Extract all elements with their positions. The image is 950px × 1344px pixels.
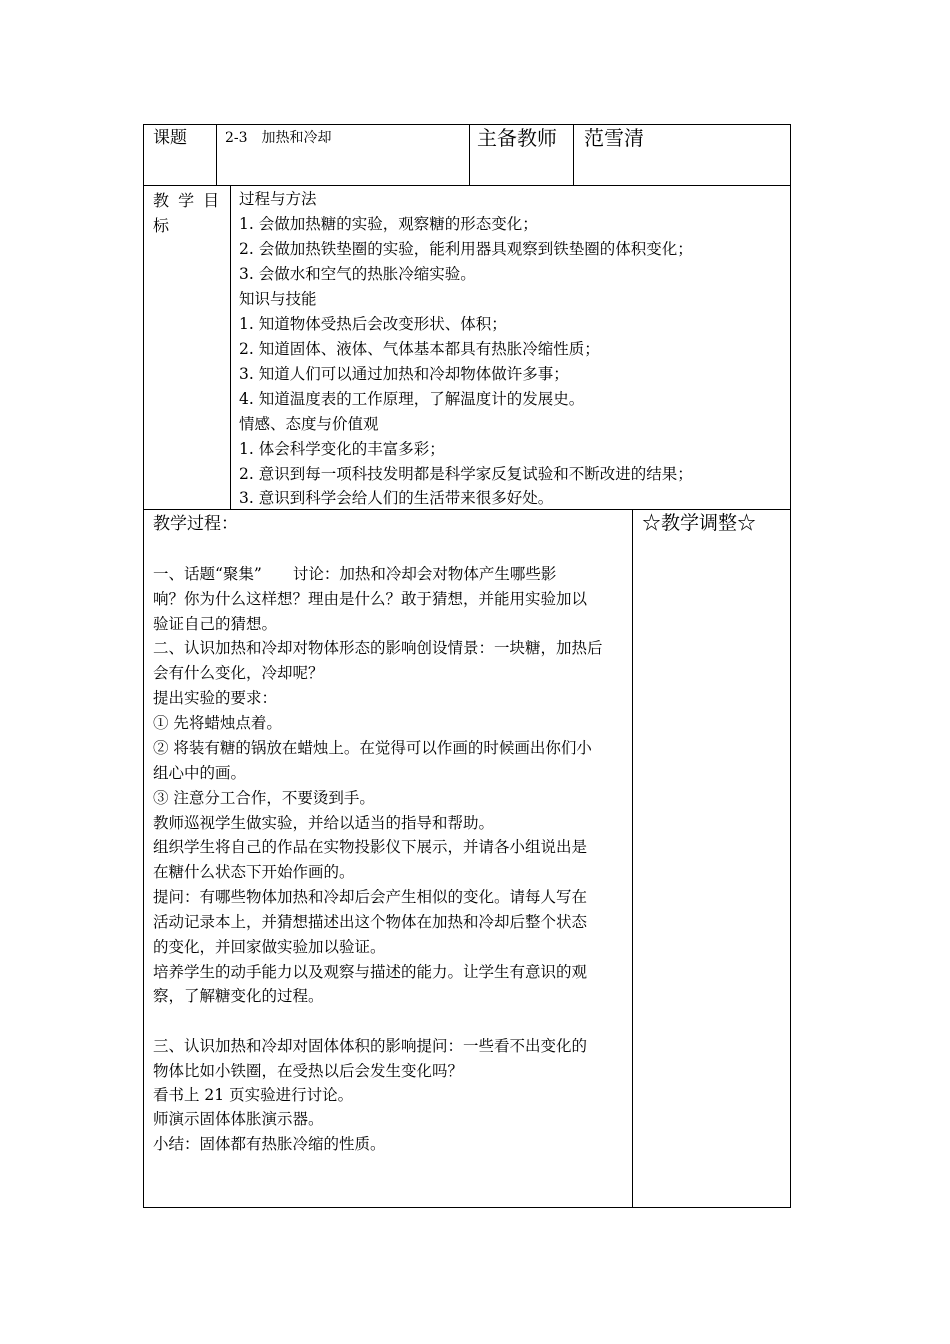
objectives-line: 1. 体会科学变化的丰富多彩； (239, 440, 445, 458)
objectives-line: 3. 会做水和空气的热胀冷缩实验。 (239, 265, 476, 283)
process-line: 验证自己的猜想。 (153, 615, 278, 633)
process-line: 察，了解糖变化的过程。 (153, 987, 324, 1005)
objectives-line: 1. 会做加热糖的实验，观察糖的形态变化； (239, 215, 538, 233)
table-border-bottom (143, 1207, 791, 1208)
objectives-label: 教 学 目 标 (153, 191, 222, 235)
process-line: 师演示固体体胀演示器。 (153, 1110, 324, 1128)
objectives-line: 2. 会做加热铁垫圈的实验，能利用器具观察到铁垫圈的体积变化； (239, 240, 693, 258)
topic-label: 课题 (153, 128, 187, 148)
process-line: 看书上 21 页实验进行讨论。 (153, 1086, 354, 1104)
process-line: 提问：有哪些物体加热和冷却后会产生相似的变化。请每人写在 (153, 888, 588, 906)
process-line: 组心中的画。 (153, 764, 247, 782)
process-line: 培养学生的动手能力以及观察与描述的能力。让学生有意识的观 (153, 963, 588, 981)
process-line: 在糖什么状态下开始作画的。 (153, 863, 355, 881)
objectives-line: 2. 意识到每一项科技发明都是科学家反复试验和不断改进的结果； (239, 465, 693, 483)
table-border-top (143, 124, 791, 125)
objectives-list (239, 187, 784, 509)
process-line: 教师巡视学生做实验，并给以适当的指导和帮助。 (153, 814, 495, 832)
adjust-label: ☆教学调整☆ (642, 512, 757, 534)
process-body (153, 562, 628, 1202)
col-divider-objectives (230, 185, 231, 510)
process-line: 响？你为什么这样想？理由是什么？敢于猜想，并能用实验加以 (153, 590, 588, 608)
objectives-line: 2. 知道固体、液体、气体基本都具有热胀冷缩性质； (239, 340, 600, 358)
process-line: 小结：固体都有热胀冷缩的性质。 (153, 1135, 386, 1153)
col-divider-teacher-label (469, 124, 470, 186)
process-line: 的变化，并回家做实验加以验证。 (153, 938, 386, 956)
teacher-name: 范雪清 (584, 126, 644, 150)
table-border-left (143, 124, 144, 1208)
process-line: 三、认识加热和冷却对固体体积的影响提问：一些看不出变化的 (153, 1037, 588, 1055)
process-line: ② 将装有糖的锅放在蜡烛上。在觉得可以作画的时候画出你们小 (153, 739, 592, 757)
process-line: 一、话题“聚集” 讨论：加热和冷却会对物体产生哪些影 (153, 565, 557, 583)
process-line: ③ 注意分工合作，不要烫到手。 (153, 789, 375, 807)
objectives-line: 3. 知道人们可以通过加热和冷却物体做许多事； (239, 365, 569, 383)
process-line: 物体比如小铁圈，在受热以后会发生变化吗？ (153, 1062, 464, 1080)
process-label: 教学过程： (153, 514, 238, 534)
process-line: 会有什么变化，冷却呢？ (153, 664, 324, 682)
topic-value: 2-3 加热和冷却 (225, 130, 332, 146)
process-line: ① 先将蜡烛点着。 (153, 714, 282, 732)
process-line: 二、认识加热和冷却对物体形态的影响创设情景：一块糖，加热后 (153, 639, 603, 657)
process-line: 活动记录本上，并猜想描述出这个物体在加热和冷却后整个状态 (153, 913, 588, 931)
objectives-line: 4. 知道温度表的工作原理，了解温度计的发展史。 (239, 390, 585, 408)
objectives-line: 3. 意识到科学会给人们的生活带来很多好处。 (239, 489, 554, 507)
objectives-line: 情感、态度与价值观 (239, 415, 379, 433)
col-divider-topic (216, 124, 217, 186)
row-divider-1 (143, 185, 791, 186)
col-divider-adjust (632, 509, 633, 1208)
objectives-line: 知识与技能 (239, 290, 317, 308)
process-line: 提出实验的要求： (153, 689, 278, 707)
objectives-line: 过程与方法 (239, 190, 317, 208)
col-divider-teacher-name (573, 124, 574, 186)
table-border-right (790, 124, 791, 1208)
teacher-label: 主备教师 (477, 126, 557, 150)
process-line: 组织学生将自己的作品在实物投影仪下展示，并请各小组说出是 (153, 838, 588, 856)
objectives-line: 1. 知道物体受热后会改变形状、体积； (239, 315, 507, 333)
